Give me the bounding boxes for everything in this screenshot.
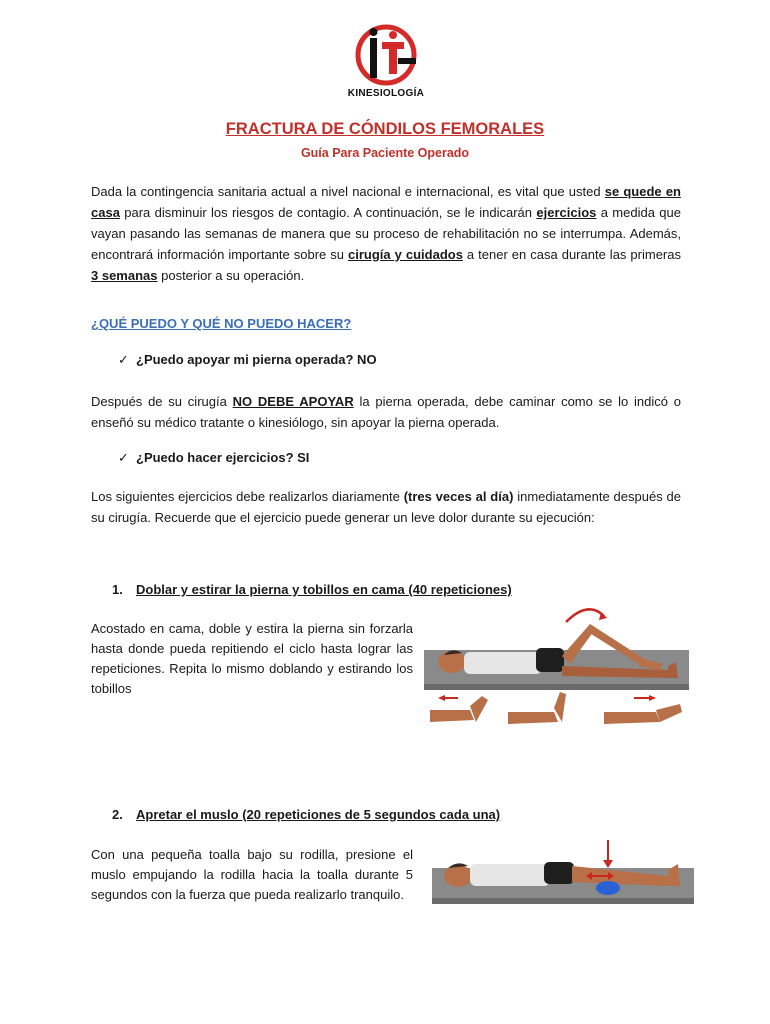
exercise-2-description: Con una pequeña toalla bajo su rodilla, presione el muslo empujando la rodilla hacia la toalla durante 5 segundos con la fuerza que pueda realizarlo tranquilo. — [91, 847, 413, 902]
question-support-leg — [118, 352, 377, 368]
checkmark-icon: ✓ — [118, 352, 129, 367]
question-text: ¿Puedo hacer ejercicios? SI — [136, 450, 310, 465]
exercise-2-illustration — [432, 836, 694, 906]
logo-text: KINESIOLOGÍA — [347, 88, 425, 99]
exercise-1-heading: 1. Doblar y estirar la pierna y tobillos en cama (40 repeticiones) — [112, 582, 512, 597]
checkmark-icon: ✓ — [118, 450, 129, 465]
exercises-paragraph: Los siguientes ejercicios debe realizarlos diariamente (tres veces al día) inmediatamente después de su cirugía. Recuerde que el ejercicio puede generar un leve dolor durante su ejecución: — [91, 489, 681, 525]
question-text: ¿Puedo apoyar mi pierna operada? NO — [136, 352, 377, 367]
intro-paragraph: Dada la contingencia sanitaria actual a nivel nacional e internacional, es vital que usted se quede en casa para disminuir los riesgos de contagio. A continuación, se le indicarán ejercicios a medida que vayan pasando las semanas de manera que su proceso de rehabilitación no se interrumpa. Además, encontrará información importante sobre su cirugía y cuidados a tener en casa durante las primeras 3 semanas posterior a su operación. — [91, 184, 681, 283]
exercise-1-description: Acostado en cama, doble y estira la pierna sin forzarla hasta donde pueda repitiendo el ciclo hasta lograr las repeticiones. Repita lo mismo doblando y estirando los tobillos — [91, 621, 413, 696]
document-subtitle: Guía Para Paciente Operado — [300, 146, 470, 160]
logo-mark-icon — [340, 22, 432, 88]
support-leg-paragraph: Después de su cirugía NO DEBE APOYAR la pierna operada, debe caminar como se lo indicó o enseñó su médico tratante o kinesiólogo, sin apoyar la pierna operada. — [91, 394, 681, 430]
document-title: FRACTURA DE CÓNDILOS FEMORALES — [225, 120, 545, 138]
kinesiologia-logo — [340, 22, 432, 106]
section-heading: ¿QUÉ PUEDO Y QUÉ NO PUEDO HACER? — [91, 316, 352, 331]
question-exercises — [118, 450, 309, 466]
exercise-2-heading: 2. Apretar el muslo (20 repeticiones de 5 segundos cada una) — [112, 807, 501, 822]
exercise-1-illustration — [424, 600, 689, 740]
